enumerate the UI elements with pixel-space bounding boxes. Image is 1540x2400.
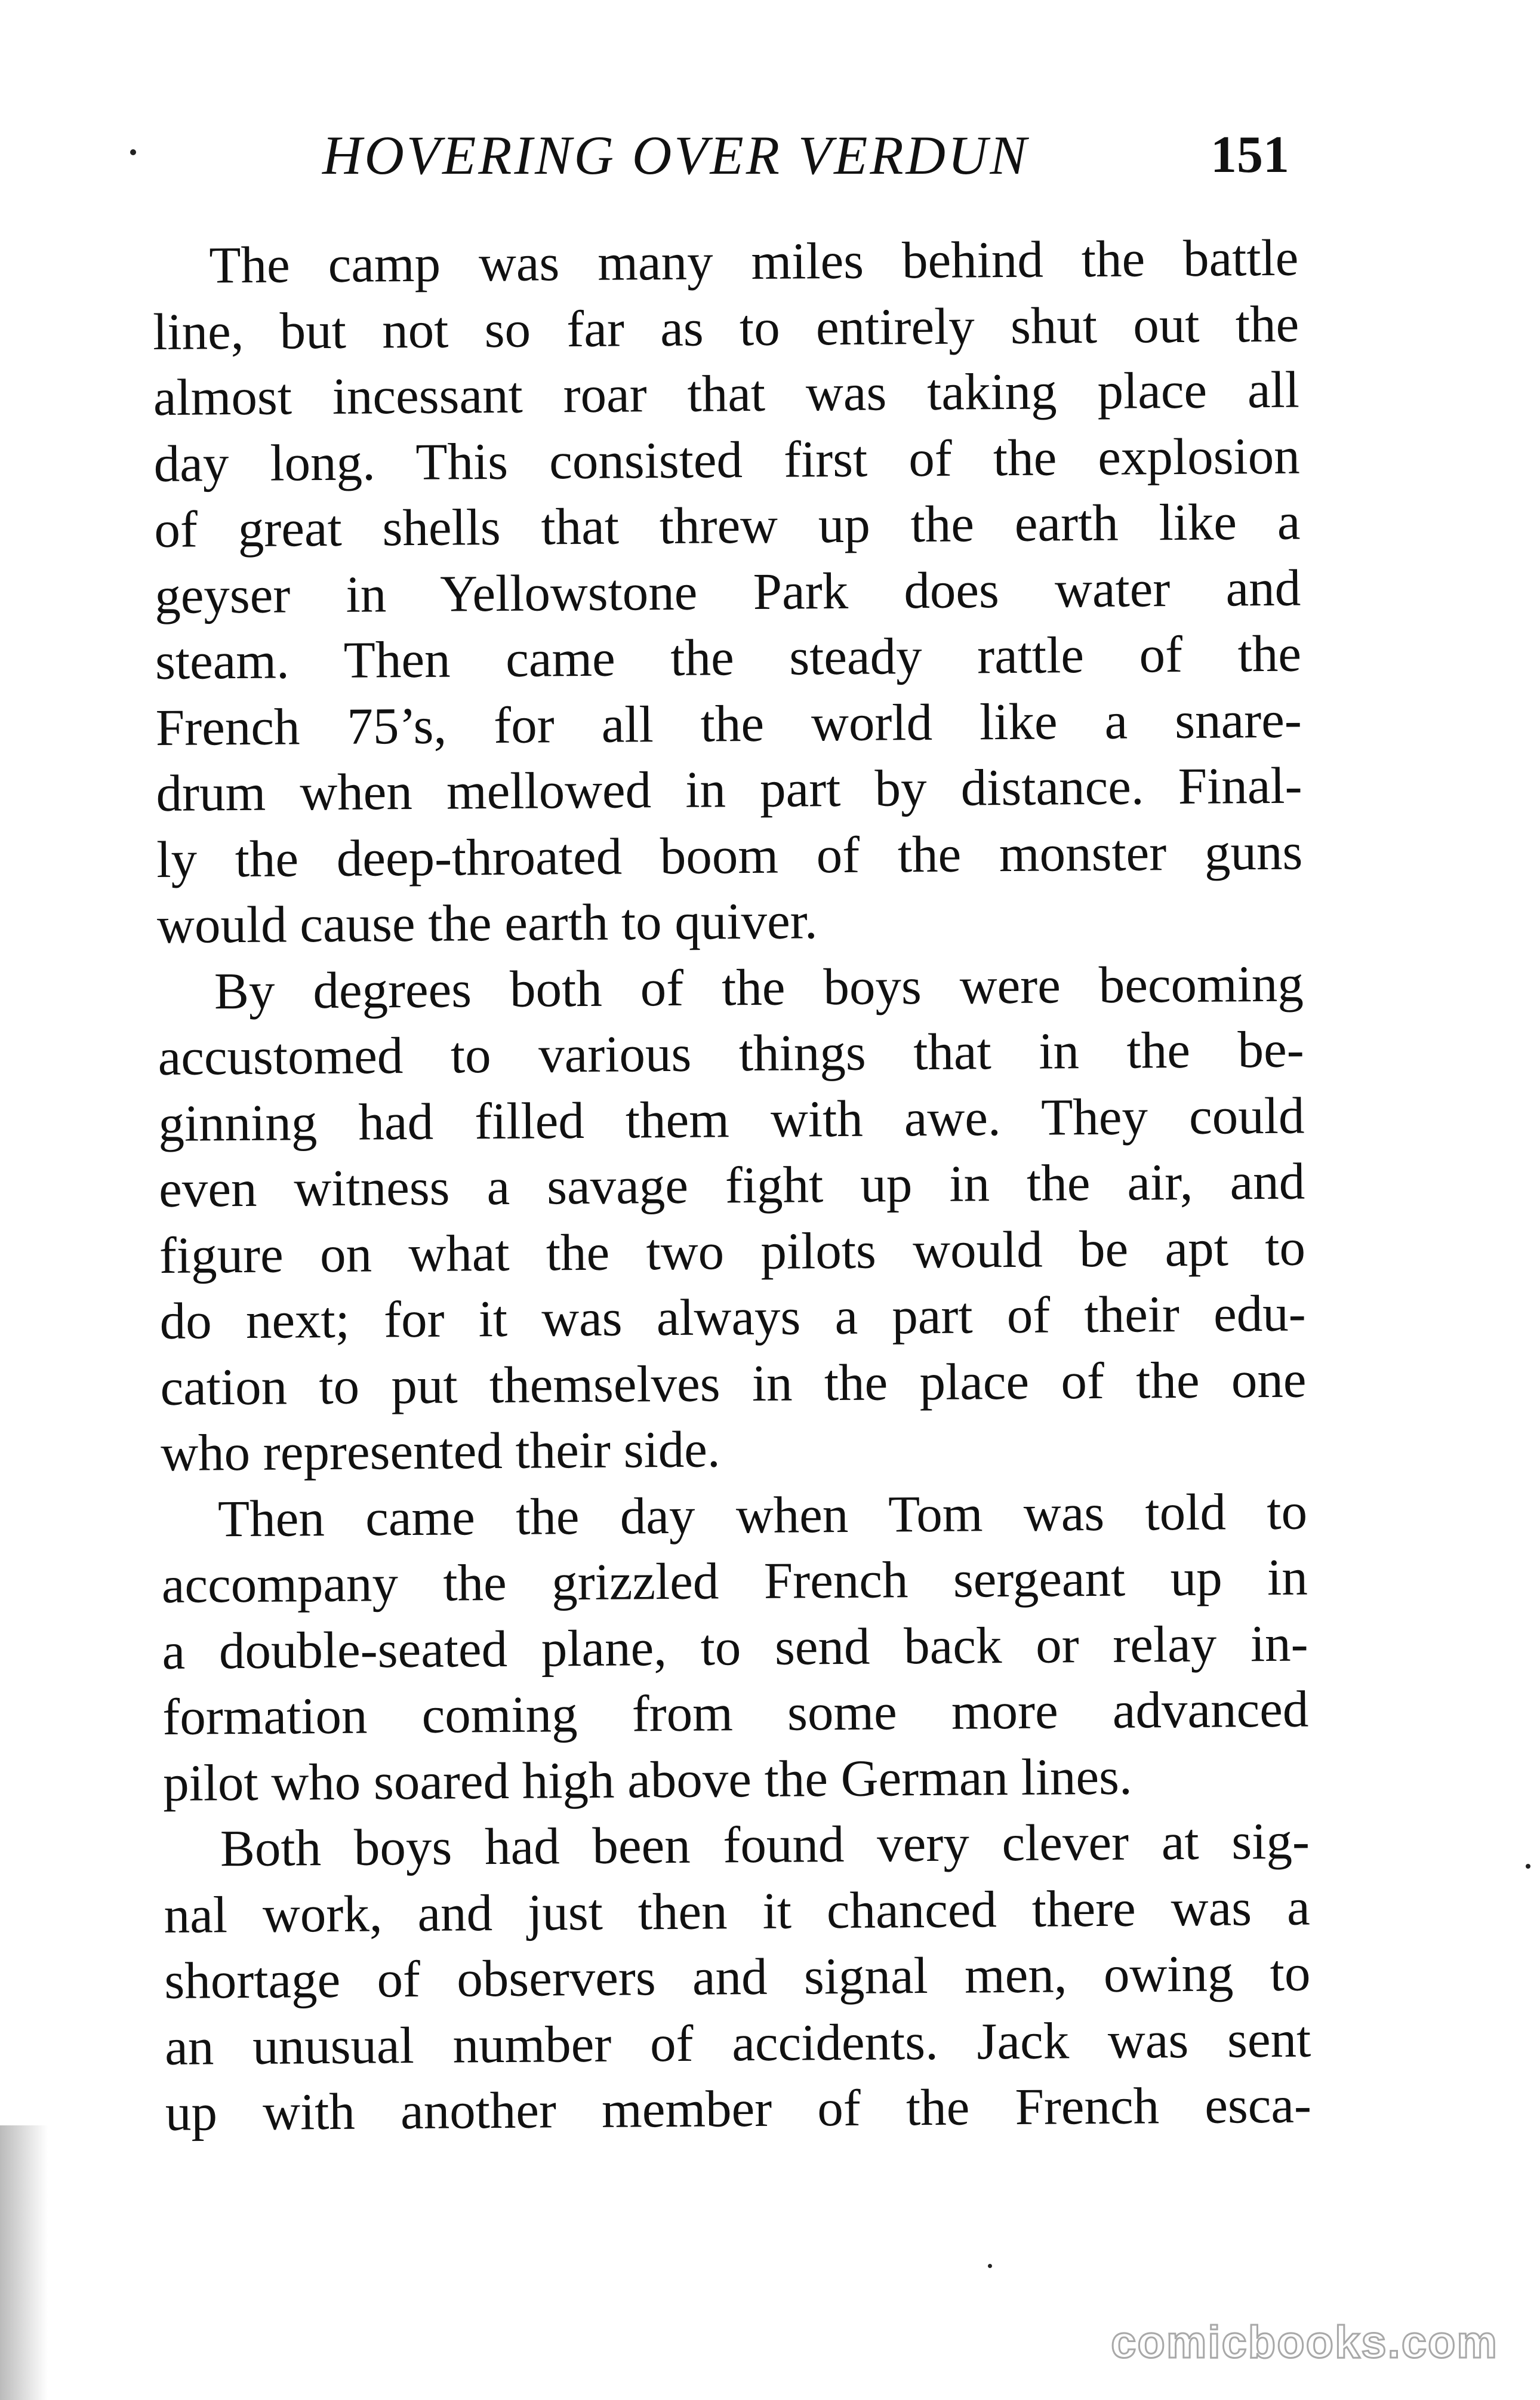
- text-line: a double-seated plane, to send back or relay in-: [162, 1614, 1308, 1680]
- text-line: shortage of observers and signal men, owing to: [164, 1943, 1311, 2010]
- text-line: nal work, and just then it chanced there was a: [164, 1878, 1310, 1944]
- text-line: steam. Then came the steady rattle of the: [155, 624, 1302, 690]
- text-line: The camp was many miles behind the battle: [209, 228, 1299, 294]
- text-line: French 75’s, for all the world like a snare-: [155, 690, 1302, 756]
- page-number: 151: [1211, 126, 1289, 184]
- scan-speck: [130, 149, 136, 155]
- running-title: HOVERING OVER VERDUN: [322, 125, 1029, 186]
- text-line: cation to put themselves in the place of the one: [160, 1350, 1307, 1416]
- text-line: By degrees both of the boys were becoming: [214, 954, 1304, 1020]
- text-line: would cause the earth to quiver.: [156, 891, 818, 954]
- text-line: ly the deep-throated boom of the monster guns: [156, 822, 1303, 888]
- text-line: line, but not so far as to entirely shut out the: [152, 294, 1299, 361]
- text-line: ginning had filled them with awe. They could: [158, 1086, 1305, 1152]
- text-line: up with another member of the French esca-: [165, 2075, 1312, 2141]
- running-header: [322, 119, 1289, 191]
- scan-speck: [1526, 1864, 1530, 1869]
- text-line: drum when mellowed in part by distance. Final-: [156, 756, 1302, 822]
- text-line: Then came the day when Tom was told to: [217, 1482, 1308, 1547]
- text-line: of great shells that threw up the earth like a: [154, 492, 1301, 558]
- text-line: figure on what the two pilots would be apt to: [159, 1218, 1306, 1284]
- scan-speck: [988, 2264, 992, 2268]
- text-line: Both boys had been found very clever at sig-: [220, 1811, 1310, 1878]
- watermark: comicbooks.com: [1111, 2317, 1498, 2368]
- text-line: accompany the grizzled French sergeant up in: [161, 1547, 1308, 1614]
- text-line: formation coming from some more advanced: [162, 1679, 1309, 1746]
- text-line: geyser in Yellowstone Park does water and: [154, 558, 1301, 624]
- text-line: do next; for it was always a part of their edu-: [159, 1284, 1307, 1350]
- text-line: an unusual number of accidents. Jack was sent: [164, 2010, 1311, 2076]
- text-line: day long. This consisted first of the explosion: [153, 426, 1300, 493]
- body-text: [152, 225, 1311, 2146]
- text-line: almost incessant roar that was taking place all: [153, 360, 1300, 426]
- text-line: even witness a savage fight up in the air, and: [158, 1152, 1305, 1218]
- text-line: accustomed to various things that in the be-: [158, 1020, 1304, 1086]
- scan-edge-shadow: [0, 2125, 48, 2400]
- text-line: who represented their side.: [160, 1420, 720, 1482]
- text-line: pilot who soared high above the German lines.: [162, 1747, 1133, 1812]
